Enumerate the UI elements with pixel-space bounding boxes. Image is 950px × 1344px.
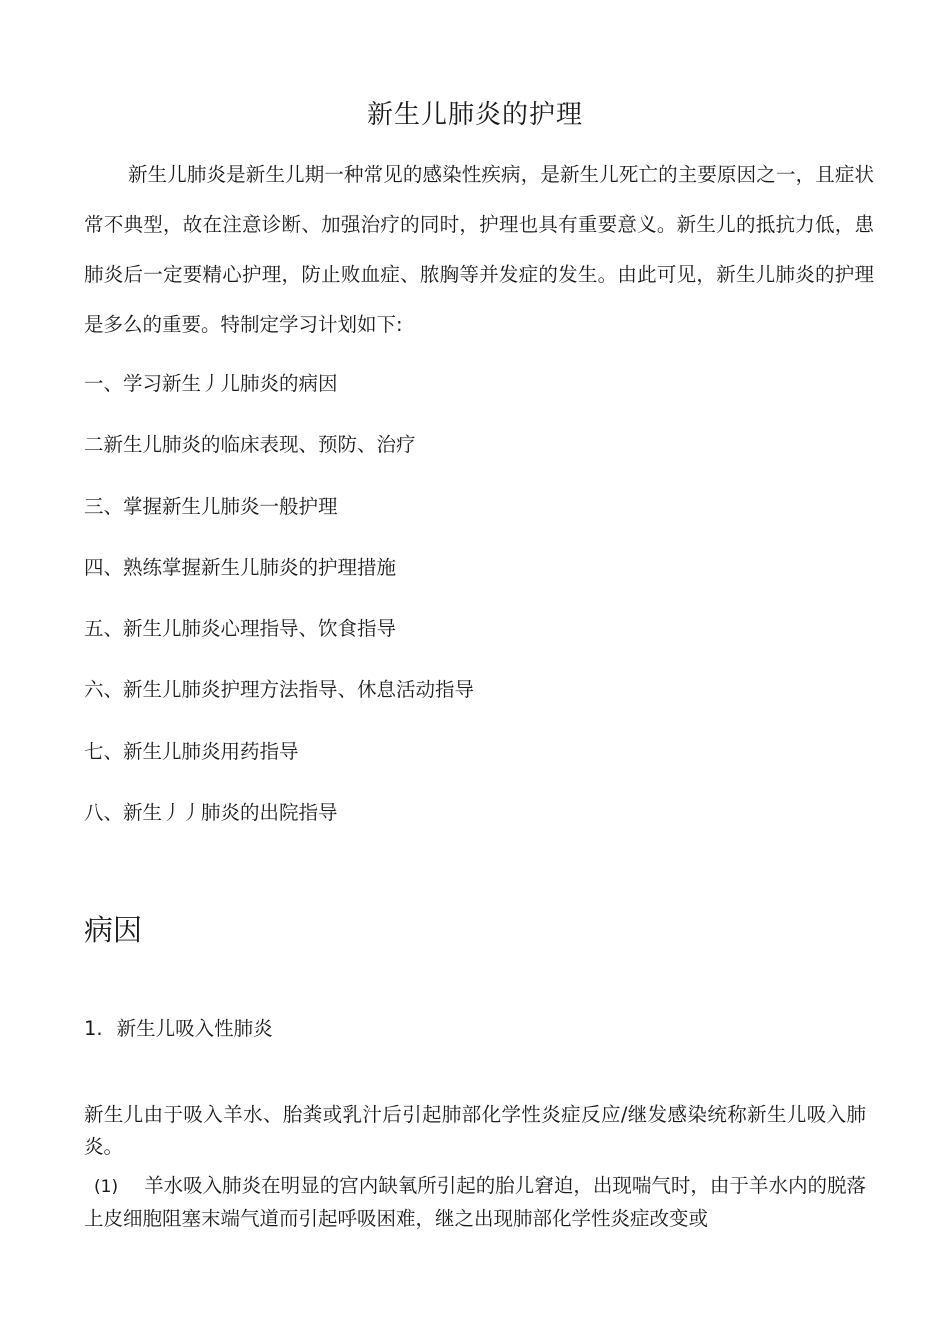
paragraph-text: 羊水吸入肺炎在明显的宫内缺氧所引起的胎儿窘迫，出现喘气时，由于羊水内的脱落上皮细胞阻塞末端气道而引起呼吸困难，继之出现肺部化学性炎症改变或 <box>84 1174 866 1230</box>
body-paragraph: 新生儿由于吸入羊水、胎粪或乳汁后引起肺部化学性炎症反应/继发感染统称新生儿吸入肺炎。 <box>84 1103 866 1158</box>
section-heading-etiology: 病因 <box>84 913 143 947</box>
intro-paragraph: 新生儿肺炎是新生儿期一种常见的感染性疾病，是新生儿死亡的主要原因之一，且症状常不典型，故在注意诊断、加强治疗的同时，护理也具有重要意义。新生儿的抵抗力低，患肺炎后一定要精心护理，防止败血症、脓胸等并发症的发生。由此可见，新生儿肺炎的护理是多么的重要。特制定学习计划如下: <box>84 163 874 336</box>
sub-heading-text: 新生儿吸入性肺炎 <box>116 1017 273 1040</box>
plan-item: 七、新生儿肺炎用药指导 <box>84 739 299 763</box>
sub-heading-number: 1. <box>84 1017 103 1040</box>
plan-item: 一、学习新生丿儿肺炎的病因 <box>84 372 338 395</box>
plan-item: 八、新生丿丿肺炎的出院指导 <box>84 801 338 825</box>
document-title: 新生儿肺炎的护理 <box>366 100 583 130</box>
plan-item: 二新生儿肺炎的临床表现、预防、治疗 <box>84 433 416 457</box>
plan-item: 三、掌握新生儿肺炎一般护理 <box>84 494 338 518</box>
plan-item: 四、熟练掌握新生儿肺炎的护理措施 <box>84 555 397 579</box>
body-paragraph-numbered <box>84 1170 866 1235</box>
study-plan-list <box>84 364 874 854</box>
plan-item: 六、新生儿肺炎护理方法指导、休息活动指导 <box>84 678 475 702</box>
sub-heading-aspiration-pneumonia <box>84 1011 273 1047</box>
plan-item: 五、新生儿肺炎心理指导、饮食指导 <box>84 617 397 641</box>
list-marker: (1) <box>94 1177 119 1197</box>
